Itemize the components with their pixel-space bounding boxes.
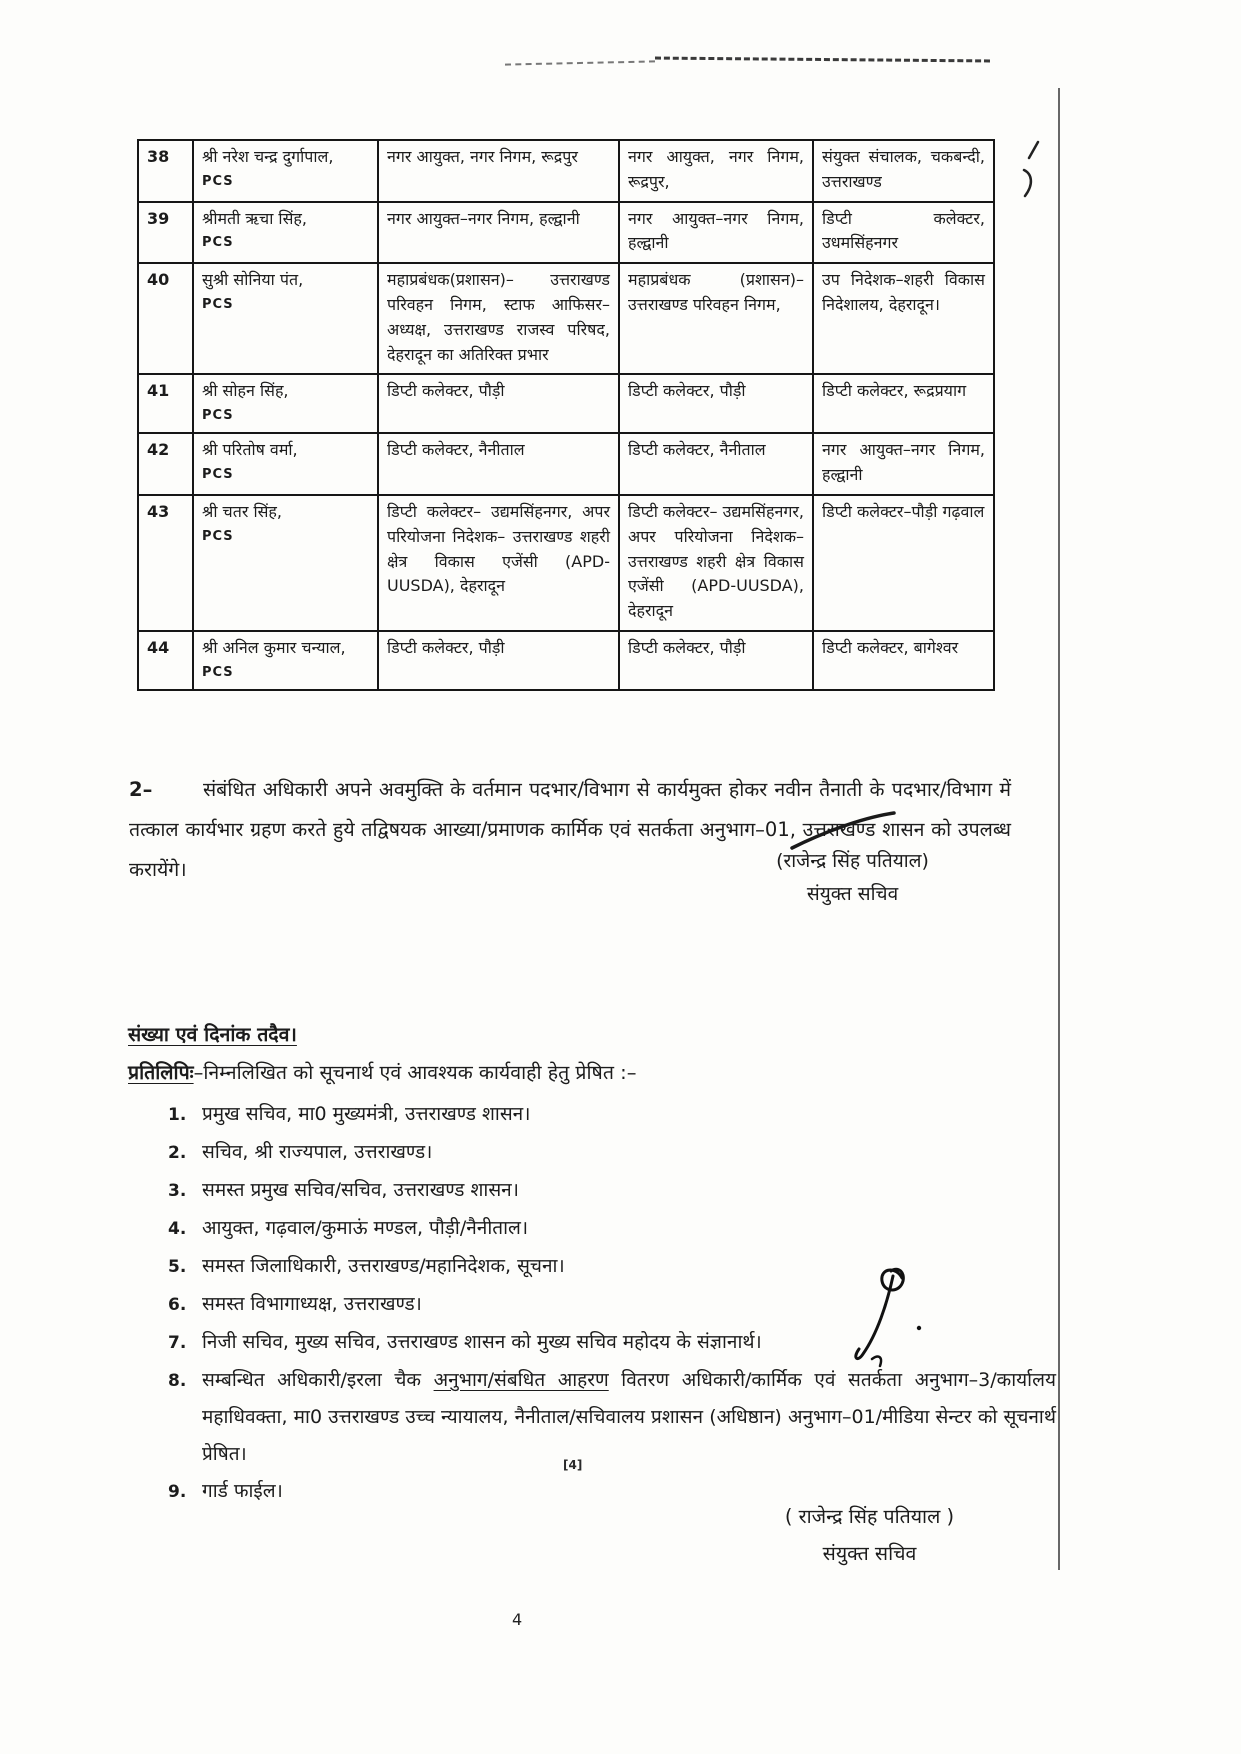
cell-new-post: डिप्टी कलेक्टर, रूद्रप्रयाग [813, 374, 994, 433]
officer-cadre: PCS [202, 173, 234, 189]
copy-to-label: प्रतिलिपिः [128, 1061, 194, 1084]
item-text [202, 1362, 1056, 1473]
cell-current-post: महाप्रबंधक(प्रशासन)– उत्तराखण्ड परिवहन निगम, स्टाफ आफिसर–अध्यक्ष, उत्तराखण्ड राजस्व परिषद, देहरादून का अतिरिक्त प्रभार [378, 263, 619, 374]
cell-new-post: डिप्टी कलेक्टर, बागेश्वर [813, 631, 994, 690]
number-date-heading: संख्या एवं दिनांक तदैव। [128, 1023, 297, 1046]
cell-officer-name [193, 433, 378, 495]
page-edge-scan-line [1058, 88, 1060, 1570]
list-item [168, 1172, 1056, 1210]
signature-block [735, 845, 970, 911]
cell-current-post: डिप्टी कलेक्टर, पौड़ी [378, 631, 619, 690]
cell-new-post: उप निदेशक–शहरी विकास निदेशालय, देहरादून। [813, 263, 994, 374]
list-item [168, 1210, 1056, 1248]
officer-name: श्री सोहन सिंह, [202, 381, 289, 401]
item-text-underlined: अनुभाग/संबधित आहरण [433, 1369, 609, 1391]
item-number: 1. [168, 1105, 187, 1125]
cell-current-post: डिप्टी कलेक्टर, नैनीताल [378, 433, 619, 495]
officer-name: श्री अनिल कुमार चन्याल, [202, 637, 346, 657]
list-item [168, 1096, 1056, 1134]
item-text: समस्त प्रमुख सचिव/सचिव, उत्तराखण्ड शासन। [202, 1179, 519, 1201]
officer-cadre: PCS [202, 235, 234, 251]
officer-name: श्रीमती ऋचा सिंह, [202, 208, 307, 228]
officer-cadre: PCS [202, 467, 234, 483]
item-number: 9. [168, 1482, 187, 1502]
cell-relieved-post: महाप्रबंधक (प्रशासन)– उत्तराखण्ड परिवहन निगम, [619, 263, 813, 374]
item-text: समस्त जिलाधिकारी, उत्तराखण्ड/महानिदेशक, सूचना। [202, 1255, 565, 1277]
transfer-order-table [137, 139, 995, 691]
item-number: 5. [168, 1257, 187, 1277]
item-text: आयुक्त, गढ़वाल/कुमाऊं मण्डल, पौड़ी/नैनीताल। [202, 1217, 529, 1239]
cell-relieved-post: डिप्टी कलेक्टर– उद्यमसिंहनगर, अपर परियोजना निदेशक– उत्तराखण्ड शहरी क्षेत्र विकास एजेंसी (APD-UUSDA), देहरादून [619, 495, 813, 631]
item-number: 6. [168, 1295, 187, 1315]
cell-serial: 38 [138, 140, 193, 202]
item-text: समस्त विभागाध्यक्ष, उत्तराखण्ड। [202, 1293, 422, 1315]
cell-officer-name [193, 495, 378, 631]
officer-cadre: PCS [202, 664, 234, 680]
list-item [168, 1362, 1056, 1473]
cell-officer-name [193, 263, 378, 374]
list-item [168, 1134, 1056, 1172]
table-row [138, 263, 994, 374]
scan-dashed-line [655, 57, 990, 63]
officer-name: श्री चतर सिंह, [202, 501, 283, 521]
signatory-title: संयुक्त सचिव [806, 883, 899, 905]
officer-cadre: PCS [202, 528, 234, 544]
cell-serial: 40 [138, 263, 193, 374]
paragraph-number: 2– [129, 778, 153, 801]
cell-new-post: नगर आयुक्त–नगर निगम, हल्द्वानी [813, 433, 994, 495]
item-text: सचिव, श्री राज्यपाल, उत्तराखण्ड। [202, 1141, 433, 1163]
signature-scribble [842, 1262, 926, 1374]
item-number: 3. [168, 1181, 187, 1201]
signatory-title: संयुक्त सचिव [822, 1542, 917, 1565]
item-text: निजी सचिव, मुख्य सचिव, उत्तराखण्ड शासन को मुख्य सचिव महोदय के संज्ञानार्थ। [202, 1331, 762, 1353]
cell-officer-name [193, 631, 378, 690]
item-text-pre: सम्बन्धित अधिकारी/इरला चैक [202, 1369, 434, 1391]
cell-relieved-post: नगर आयुक्त–नगर निगम, हल्द्वानी [619, 202, 813, 264]
item-text-post: वितरण अधिकारी/कार्मिक एवं सतर्कता अनुभाग–3/कार्यालय महाधिवक्ता, मा0 उत्तराखण्ड उच्च न्यायालय, नैनीताल/सचिवालय प्रशासन (अधिष्ठान) अनुभाग–01/मीडिया सेन्टर को सूचनार्थ प्रेषित। [202, 1369, 1056, 1465]
copy-to-line [128, 1058, 1028, 1085]
officer-name: श्री नरेश चन्द्र दुर्गापाल, [202, 147, 334, 166]
cell-relieved-post: डिप्टी कलेक्टर, नैनीताल [619, 433, 813, 495]
officer-cadre: PCS [202, 408, 234, 424]
footnote-page-marker: [4] [563, 1458, 583, 1472]
cell-serial: 44 [138, 631, 193, 690]
table-row [138, 631, 994, 690]
item-text: गार्ड फाईल। [202, 1480, 283, 1502]
scan-dashed-line [505, 60, 655, 65]
paragraph-text: संबंधित अधिकारी अपने अवमुक्ति के वर्तमान पदभार/विभाग से कार्यमुक्त होकर नवीन तैनाती के पदभार/विभाग में तत्काल कार्यभार ग्रहण करते हुये तद्विषयक आख्या/प्रमाणक कार्मिक एवं सतर्कता अनुभाग–01, उत्तराखण्ड शासन को उपलब्ध करायेंगे। [129, 778, 1011, 881]
signatory-name: (राजेन्द्र सिंह पतियाल) [776, 850, 929, 872]
table-row [138, 374, 994, 433]
signatory-name: ( राजेन्द्र सिंह पतियाल ) [784, 1505, 955, 1528]
table-row [138, 433, 994, 495]
table-row [138, 495, 994, 631]
cell-serial: 41 [138, 374, 193, 433]
cell-serial: 39 [138, 202, 193, 264]
table-row [138, 140, 994, 202]
cell-relieved-post: डिप्टी कलेक्टर, पौड़ी [619, 374, 813, 433]
cell-current-post: डिप्टी कलेक्टर– उद्यमसिंहनगर, अपर परियोजना निदेशक– उत्तराखण्ड शहरी क्षेत्र विकास एजेंसी (APD-UUSDA), देहरादून [378, 495, 619, 631]
cell-current-post: नगर आयुक्त–नगर निगम, हल्द्वानी [378, 202, 619, 264]
handwritten-tick-mark [1012, 138, 1052, 202]
item-number: 7. [168, 1333, 187, 1353]
signature-block [742, 1498, 997, 1572]
copy-to-text: –निम्नलिखित को सूचनार्थ एवं आवश्यक कार्यवाही हेतु प्रेषित :– [193, 1061, 637, 1084]
cell-officer-name [193, 374, 378, 433]
cell-new-post: डिप्टी कलेक्टर, उधमसिंहनगर [813, 202, 994, 264]
officer-name: श्री परितोष वर्मा, [202, 440, 298, 460]
cell-current-post: डिप्टी कलेक्टर, पौड़ी [378, 374, 619, 433]
cell-relieved-post: नगर आयुक्त, नगर निगम, रूद्रपुर, [619, 140, 813, 202]
cell-officer-name [193, 140, 378, 202]
cell-serial: 43 [138, 495, 193, 631]
cell-current-post: नगर आयुक्त, नगर निगम, रूद्रपुर [378, 140, 619, 202]
table-row [138, 202, 994, 264]
cell-new-post: संयुक्त संचालक, चकबन्दी, उत्तराखण्ड [813, 140, 994, 202]
officer-cadre: PCS [202, 296, 234, 312]
item-number: 2. [168, 1143, 187, 1163]
item-number: 4. [168, 1219, 187, 1239]
cell-relieved-post: डिप्टी कलेक्टर, पौड़ी [619, 631, 813, 690]
cell-officer-name [193, 202, 378, 264]
item-text: प्रमुख सचिव, मा0 मुख्यमंत्री, उत्तराखण्ड शासन। [202, 1103, 531, 1125]
cell-serial: 42 [138, 433, 193, 495]
page-number: 4 [512, 1610, 523, 1629]
cell-new-post: डिप्टी कलेक्टर–पौड़ी गढ़वाल [813, 495, 994, 631]
item-number: 8. [168, 1371, 187, 1391]
officer-name: सुश्री सोनिया पंत, [202, 270, 304, 290]
